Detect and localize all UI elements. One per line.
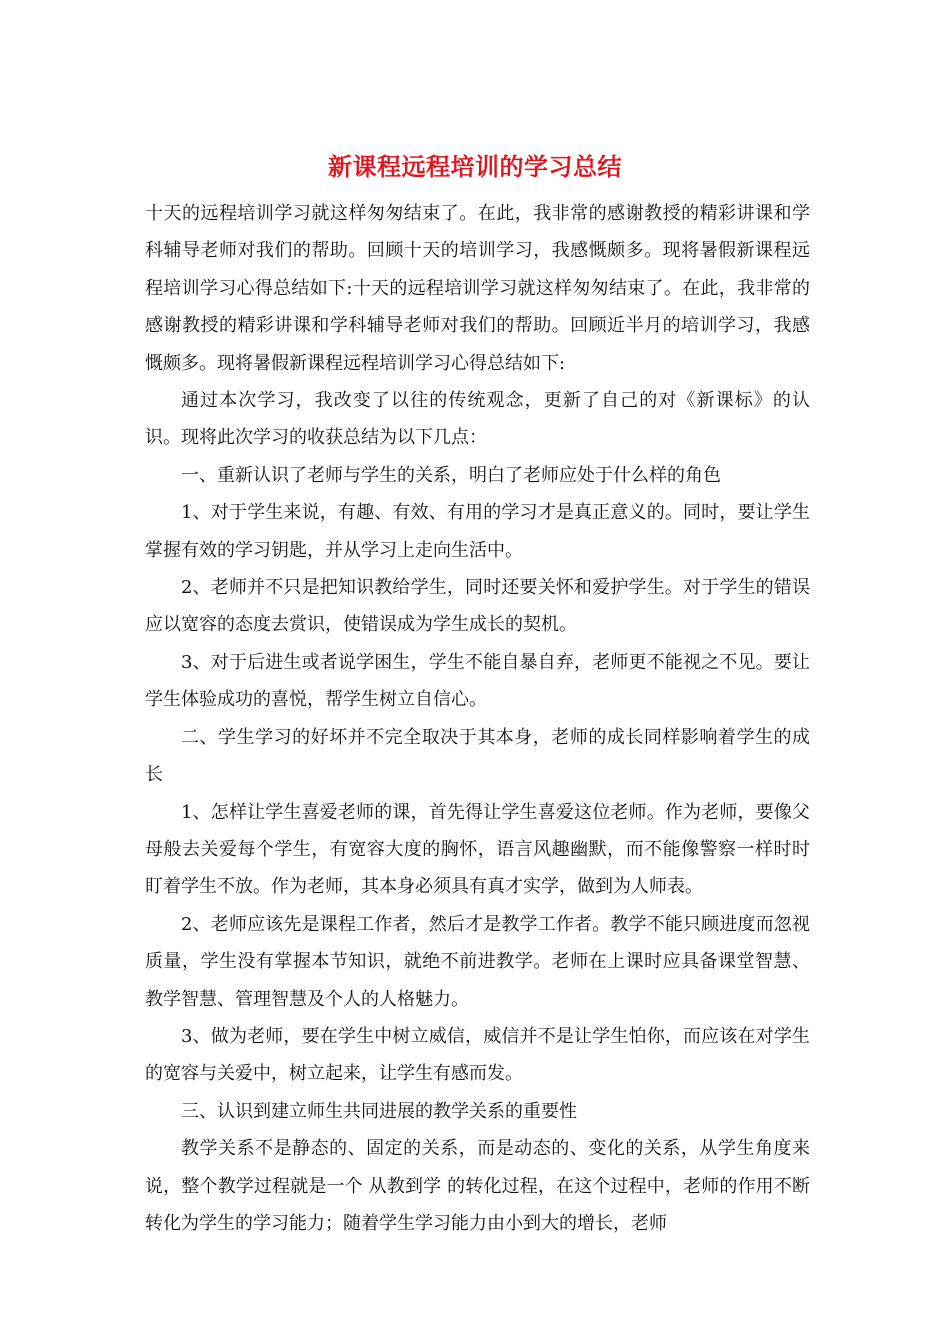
paragraph-1-2: 2、老师并不只是把知识教给学生，同时还要关怀和爱护学生。对于学生的错误应以宽容的态度去赏识，使错误成为学生成长的契机。 <box>145 577 810 636</box>
paragraph-intro: 十天的远程培训学习就这样匆匆结束了。在此，我非常的感谢教授的精彩讲课和学科辅导老师对我们的帮助。回顾十天的培训学习，我感慨颇多。现将暑假新课程远程培训学习心得总结如下:十天的远程培训学习就这样匆匆结束了。在此，我非常的感谢教授的精彩讲课和学科辅导老师对我们的帮助。回顾近半月的培训学习，我感慨颇多。现将暑假新课程远程培训学习心得总结如下: <box>145 203 810 374</box>
paragraph-summary-lead: 通过本次学习，我改变了以往的传统观念，更新了自己的对《新课标》的认识。现将此次学习的收获总结为以下几点： <box>145 390 810 449</box>
paragraph-1-1: 1、对于学生来说，有趣、有效、有用的学习才是真正意义的。同时，要让学生掌握有效的学习钥匙，并从学习上走向生活中。 <box>145 502 810 561</box>
section-heading-2: 二、学生学习的好坏并不完全取决于其本身，老师的成长同样影响着学生的成长 <box>145 726 810 786</box>
paragraph-2-2: 2、老师应该先是课程工作者，然后才是教学工作者。教学不能只顾进度而忽视质量，学生没有掌握本节知识，就绝不前进教学。老师在上课时应具备课堂智慧、教学智慧、管理智慧及个人的人格魅力。 <box>145 913 810 1010</box>
paragraph-2-1: 1、怎样让学生喜爱老师的课，首先得让学生喜爱这位老师。作为老师，要像父母般去关爱每个学生，有宽容大度的胸怀，语言风趣幽默，而不能像警察一样时时盯着学生不放。作为老师，其本身必须具有真才实学，做到为人师表。 <box>145 801 810 898</box>
section-heading-3: 三、认识到建立师生共同进展的教学关系的重要性 <box>181 1100 577 1122</box>
paragraph-1-3: 3、对于后进生或者说学困生，学生不能自暴自弃，老师更不能视之不见。要让学生体验成功的喜悦，帮学生树立自信心。 <box>145 651 810 711</box>
paragraph-2-3: 3、做为老师，要在学生中树立威信，威信并不是让学生怕你，而应该在对学生的宽容与关爱中，树立起来，让学生有感而发。 <box>145 1025 810 1085</box>
paragraph-3-1: 教学关系不是静态的、固定的关系，而是动态的、变化的关系，从学生角度来说，整个教学过程就是一个 从教到学 的转化过程，在这个过程中，老师的作用不断转化为学生的学习能力；随着学生学习能力由小到大的增长，老师 <box>145 1138 810 1234</box>
document-title: 新课程远程培训的学习总结 <box>328 152 622 181</box>
document-body <box>145 195 810 1242</box>
section-heading-1: 一、重新认识了老师与学生的关系，明白了老师应处于什么样的角色 <box>181 464 721 486</box>
